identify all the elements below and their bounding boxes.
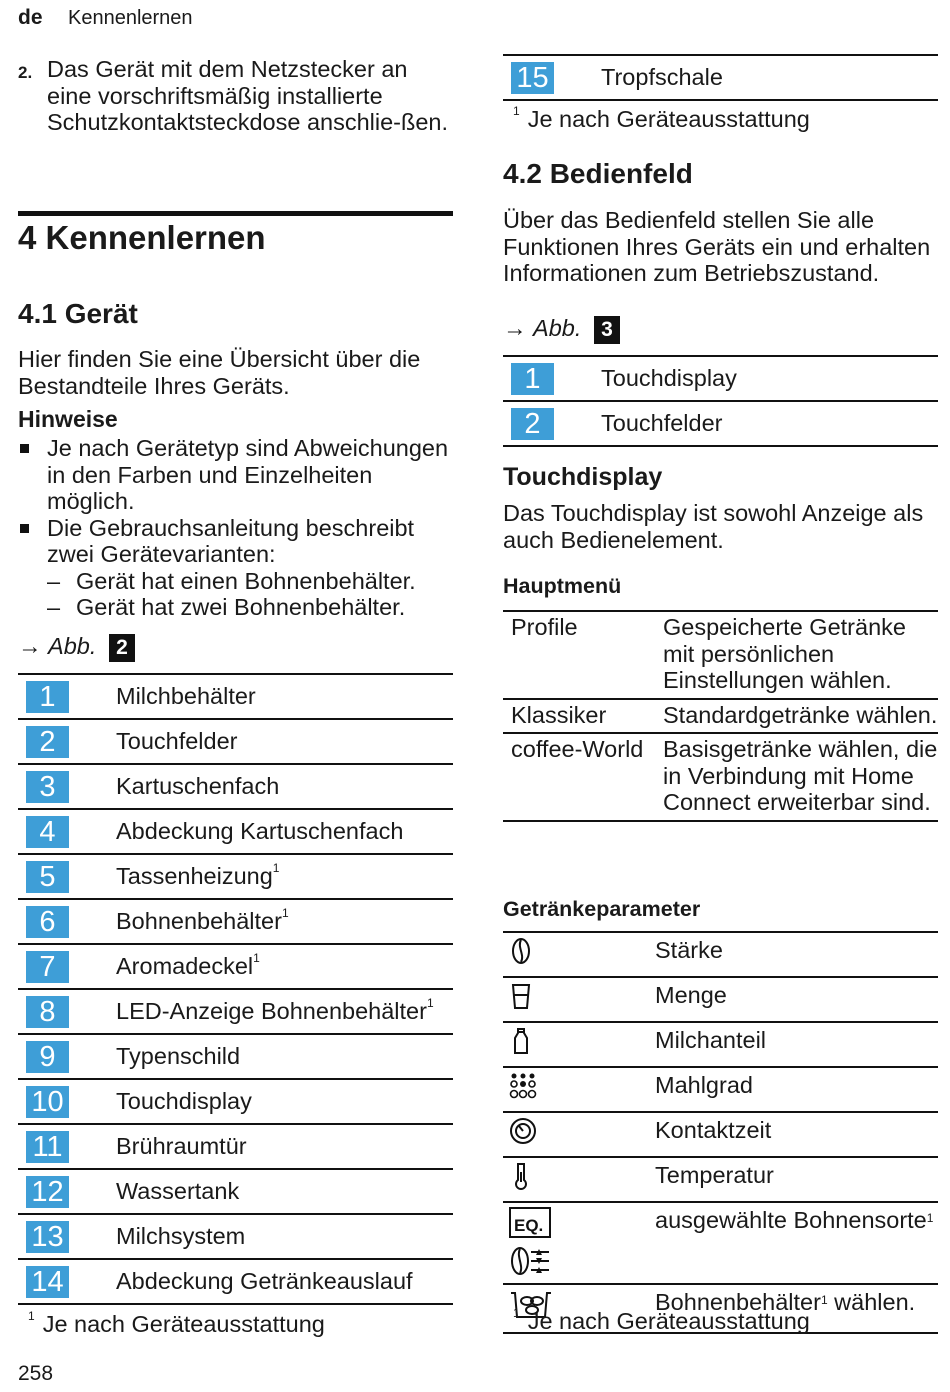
footnote-mark: 1 <box>513 1306 520 1320</box>
menu-item-description: Standardgetränke wählen. <box>663 699 938 734</box>
bullet-icon <box>20 444 29 453</box>
table-row <box>503 1067 938 1112</box>
touchdisplay-text: Das Touchdisplay ist sowohl Anzeige als auch Bedienelement. <box>503 500 924 553</box>
figure-number: 2 <box>109 634 135 662</box>
footnote-mark: 1 <box>28 1309 35 1323</box>
step-text: Das Gerät mit dem Netzstecker an eine vorschriftsmäßig installierte Schutzkontaktsteckdose anschlie-ßen. <box>47 56 449 135</box>
part-label: Typenschild <box>116 1043 241 1069</box>
part-number-badge: 2 <box>26 726 69 758</box>
dash-item <box>18 568 458 595</box>
arrow-icon: → <box>503 315 527 341</box>
part-number-badge: 7 <box>26 951 69 983</box>
figure-reference <box>503 315 620 344</box>
header-language: de <box>18 6 43 29</box>
part-label: Touchdisplay <box>116 1088 252 1114</box>
table-row <box>503 699 938 734</box>
parts-table <box>18 673 453 1305</box>
figure-ref-label: Abb. <box>533 315 582 341</box>
section-41-title: 4.1 Gerät <box>18 298 138 329</box>
drink-parameters-table <box>503 931 938 1334</box>
part-number-badge: 8 <box>26 996 69 1028</box>
cup-icon <box>509 982 541 1010</box>
part-number-badge: 3 <box>26 771 69 803</box>
part-label: Abdeckung Getränkeauslauf <box>116 1268 413 1294</box>
parameter-label: Kontaktzeit <box>655 1112 938 1157</box>
table-row <box>503 733 938 821</box>
dash-icon: – <box>47 594 61 620</box>
parameter-label: Mahlgrad <box>655 1067 938 1112</box>
part-number-badge: 12 <box>26 1176 69 1208</box>
step-number: 2. <box>18 63 33 82</box>
parameter-label-text: Bohnenbehälter <box>655 1289 821 1315</box>
part-label: Milchsystem <box>116 1223 246 1249</box>
installation-step <box>18 56 458 136</box>
footnote-text: Je nach Geräteausstattung <box>527 1308 810 1334</box>
part-number-badge: 1 <box>26 681 69 713</box>
part-number-badge: 4 <box>26 816 69 848</box>
dash-text: Gerät hat einen Bohnenbehälter. <box>76 567 416 594</box>
table-row <box>18 854 453 899</box>
eq-icon <box>509 1207 553 1239</box>
control-panel-table <box>503 355 938 447</box>
parameter-label: Temperatur <box>655 1157 938 1202</box>
section-41-intro: Hier finden Sie eine Übersicht über die Bestandteile Ihres Geräts. <box>18 346 421 399</box>
arrow-icon: → <box>18 633 42 659</box>
table-row <box>503 356 938 401</box>
part-label: Milchbehälter <box>116 683 256 709</box>
table-row <box>18 1259 453 1304</box>
table-row <box>503 1157 938 1202</box>
part-number-badge: 2 <box>511 408 554 440</box>
footnote-text: Je nach Geräteausstattung <box>42 1311 325 1337</box>
table-row <box>18 1214 453 1259</box>
table-row <box>18 674 453 719</box>
table-row <box>18 1124 453 1169</box>
part-label: Aromadeckel <box>116 953 254 979</box>
part-label: Tassenheizung <box>116 863 273 889</box>
footnote <box>513 106 810 133</box>
table-row <box>18 1034 453 1079</box>
part-number-badge: 5 <box>26 861 69 893</box>
part-label: Kartuschenfach <box>116 773 280 799</box>
table-row <box>503 932 938 977</box>
footnote-mark: 1 <box>253 951 260 965</box>
menu-item-name: Profile <box>503 611 663 699</box>
main-menu-title: Hauptmenü <box>503 574 622 598</box>
page-number: 258 <box>18 1362 54 1385</box>
note-text: Je nach Gerätetyp sind Abweichungen in den Farben und Einzelheiten möglich. <box>47 435 449 514</box>
part-number-badge: 9 <box>26 1041 69 1073</box>
section-42-intro: Über das Bedienfeld stellen Sie alle Funktionen Ihres Geräts ein und erhalten Informationen zum Betriebszustand. <box>503 207 931 286</box>
part-number-badge: 13 <box>26 1221 69 1253</box>
footnote <box>28 1311 325 1338</box>
grind-dots-icon <box>509 1072 541 1100</box>
footnote-text: Je nach Geräteausstattung <box>527 106 810 132</box>
parameter-label-text: ausgewählte Bohnensorte <box>655 1207 927 1233</box>
menu-item-name: Klassiker <box>503 699 663 734</box>
part-label: Wassertank <box>116 1178 240 1204</box>
footnote-mark: 1 <box>820 1293 828 1307</box>
main-menu-table <box>503 610 938 822</box>
footnote-mark: 1 <box>513 104 520 118</box>
table-row <box>503 977 938 1022</box>
table-row <box>503 1022 938 1067</box>
menu-item-description: Gespeicherte Getränke mit persönlichen Einstellungen wählen. <box>663 611 938 699</box>
part-number-badge: 6 <box>26 906 69 938</box>
table-row <box>18 989 453 1034</box>
parameter-label <box>655 1202 938 1284</box>
part-number-badge: 14 <box>26 1266 69 1298</box>
part-number-badge: 15 <box>511 62 554 94</box>
parameter-label: Menge <box>655 977 938 1022</box>
table-row <box>18 719 453 764</box>
part-label: Touchfelder <box>116 728 238 754</box>
part-number-badge: 11 <box>26 1131 69 1163</box>
section-42-title: 4.2 Bedienfeld <box>503 158 693 189</box>
table-row <box>18 1079 453 1124</box>
parameter-label: Milchanteil <box>655 1022 938 1067</box>
milk-bottle-icon <box>509 1027 541 1055</box>
bullet-icon <box>20 524 29 533</box>
parts-table-continued <box>503 54 938 101</box>
figure-reference <box>18 633 135 662</box>
part-label: LED-Anzeige Bohnenbehälter <box>116 998 427 1024</box>
footnote-mark: 1 <box>272 861 280 875</box>
part-label: Bohnenbehälter <box>116 908 282 934</box>
dash-icon: – <box>47 567 61 594</box>
notes-list <box>18 435 458 621</box>
note-item <box>18 515 458 568</box>
part-number-badge: 10 <box>26 1086 69 1118</box>
notes-title: Hinweise <box>18 406 118 432</box>
table-row <box>503 401 938 446</box>
table-row <box>503 1202 938 1284</box>
part-label: Touchdisplay <box>601 365 737 391</box>
menu-item-description: Basisgetränke wählen, die in Verbindung mit Home Connect erweiterbar sind. <box>663 733 938 821</box>
part-label: Tropfschale <box>601 64 723 90</box>
table-row <box>18 764 453 809</box>
parameter-label: Stärke <box>655 932 938 977</box>
footnote-mark: 1 <box>281 906 289 920</box>
figure-ref-label: Abb. <box>48 633 97 659</box>
footnote-mark: 1 <box>426 996 434 1010</box>
dash-item <box>18 594 458 621</box>
chapter-rule <box>18 211 453 216</box>
thermometer-icon <box>509 1162 541 1190</box>
header-title: Kennenlernen <box>68 7 193 29</box>
part-number-badge: 1 <box>511 363 554 395</box>
table-row <box>18 1169 453 1214</box>
touchdisplay-title: Touchdisplay <box>503 463 663 491</box>
chapter-title: 4 Kennenlernen <box>18 219 266 256</box>
svg-text:EQ.: EQ. <box>514 1216 544 1235</box>
dash-text: Gerät hat zwei Bohnenbehälter. <box>76 594 406 620</box>
parameter-label-suffix: wählen. <box>834 1289 916 1315</box>
table-row <box>503 1112 938 1157</box>
table-row <box>18 944 453 989</box>
table-row <box>18 809 453 854</box>
menu-item-name: coffee-World <box>503 733 663 821</box>
note-text: Die Gebrauchsanleitung beschreibt zwei Gerätevarianten: <box>47 514 415 567</box>
footnote-mark: 1 <box>926 1211 934 1225</box>
figure-number: 3 <box>594 316 620 344</box>
coffee-bean-icon <box>509 937 541 965</box>
table-row <box>503 55 938 100</box>
part-label: Abdeckung Kartuschenfach <box>116 818 404 844</box>
contact-time-icon <box>509 1117 541 1145</box>
bean-variety-icon <box>509 1245 553 1277</box>
table-row <box>503 611 938 699</box>
drink-parameters-title: Getränkeparameter <box>503 897 701 921</box>
part-label: Brühraumtür <box>116 1133 247 1159</box>
note-item <box>18 435 458 515</box>
table-row <box>18 899 453 944</box>
footnote <box>513 1308 810 1335</box>
part-label: Touchfelder <box>601 410 723 436</box>
